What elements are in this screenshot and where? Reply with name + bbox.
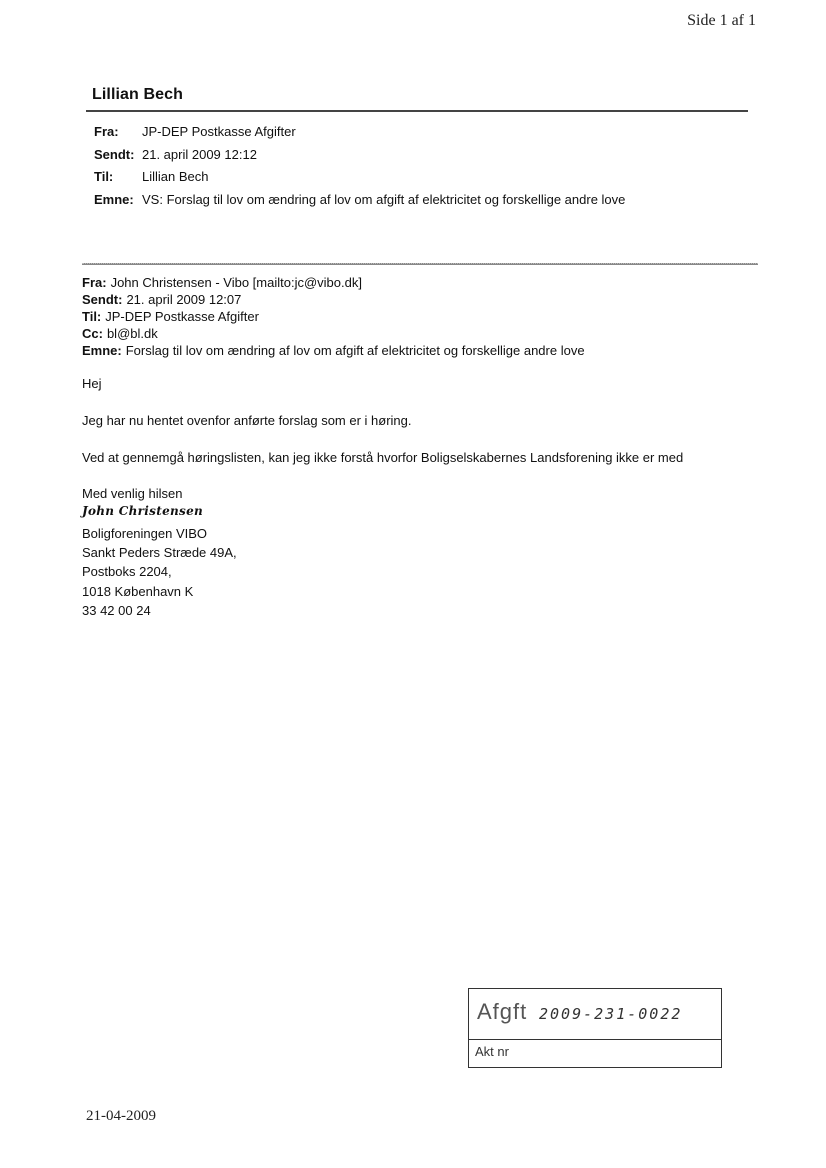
case-number-stamp — [468, 988, 722, 1068]
address-line-pobox: Postboks 2204, — [82, 564, 172, 580]
body-paragraph-2: Ved at gennemgå høringslisten, kan jeg ikke forstå hvorfor Boligselskabernes Landsforening ikke er med — [82, 450, 684, 465]
outer-subject-label: Emne: — [94, 191, 134, 207]
inner-email-header — [82, 274, 585, 359]
inner-subject-label: Emne: — [82, 343, 122, 358]
inner-to-label: Til: — [82, 309, 102, 324]
greeting: Hej — [82, 376, 102, 391]
outer-email-header — [94, 121, 625, 211]
stamp-label: Akt nr — [475, 1044, 509, 1059]
outer-to-value: Lillian Bech — [142, 169, 209, 184]
header-divider — [86, 110, 748, 112]
inner-to-value: JP-DEP Postkasse Afgifter — [105, 309, 259, 324]
inner-sent-row — [82, 291, 585, 308]
inner-cc-row — [82, 325, 585, 342]
inner-subject-row — [82, 342, 585, 359]
outer-to-label: Til: — [94, 169, 114, 184]
outer-sent-label: Sendt: — [94, 146, 135, 162]
inner-sent-label: Sendt: — [82, 292, 123, 307]
address-line-org: Boligforeningen VIBO — [82, 526, 208, 541]
outer-from-row — [94, 121, 625, 144]
inner-cc-label: Cc: — [82, 326, 103, 341]
footer-date: 21-04-2009 — [86, 1108, 156, 1124]
signature-script: John Christensen — [82, 504, 204, 518]
outer-subject-row — [94, 189, 625, 212]
stamp-case-number: 2009-231-0022 — [539, 1005, 683, 1023]
body-paragraph-1: Jeg har nu hentet ovenfor anførte forslag som er i høring. — [82, 413, 412, 428]
outer-subject-value: VS: Forslag til lov om ændring af lov om afgift af elektricitet og forskellige andre love — [142, 191, 626, 207]
stamp-divider — [469, 1039, 721, 1040]
outer-sent-value: 21. april 2009 12:12 — [142, 146, 257, 162]
inner-from-label: Fra: — [82, 275, 107, 290]
inner-from-row — [82, 274, 585, 291]
outer-to-row — [94, 166, 625, 189]
page-number: Side 1 af 1 — [687, 12, 756, 29]
outer-from-value: JP-DEP Postkasse Afgifter — [142, 124, 296, 139]
outer-from-label: Fra: — [94, 124, 119, 139]
closing: Med venlig hilsen — [82, 486, 183, 501]
inner-to-row — [82, 308, 585, 325]
inner-subject-value: Forslag til lov om ændring af lov om afgift af elektricitet og forskellige andre love — [125, 343, 585, 358]
inner-cc-value: bl@bl.dk — [106, 326, 158, 341]
inner-sent-value: 21. april 2009 12:07 — [126, 292, 242, 307]
address-line-street: Sankt Peders Stræde 49A, — [82, 545, 237, 561]
outer-sent-row — [94, 144, 625, 167]
address-line-phone: 33 42 00 24 — [82, 602, 151, 618]
forward-divider — [82, 263, 758, 265]
mailbox-owner: Lillian Bech — [92, 86, 183, 103]
stamp-office: Afgft — [477, 999, 528, 1024]
sender-address — [82, 524, 237, 620]
inner-from-value: John Christensen - Vibo [mailto:jc@vibo.dk] — [110, 275, 362, 290]
address-line-city: 1018 København K — [82, 583, 194, 599]
